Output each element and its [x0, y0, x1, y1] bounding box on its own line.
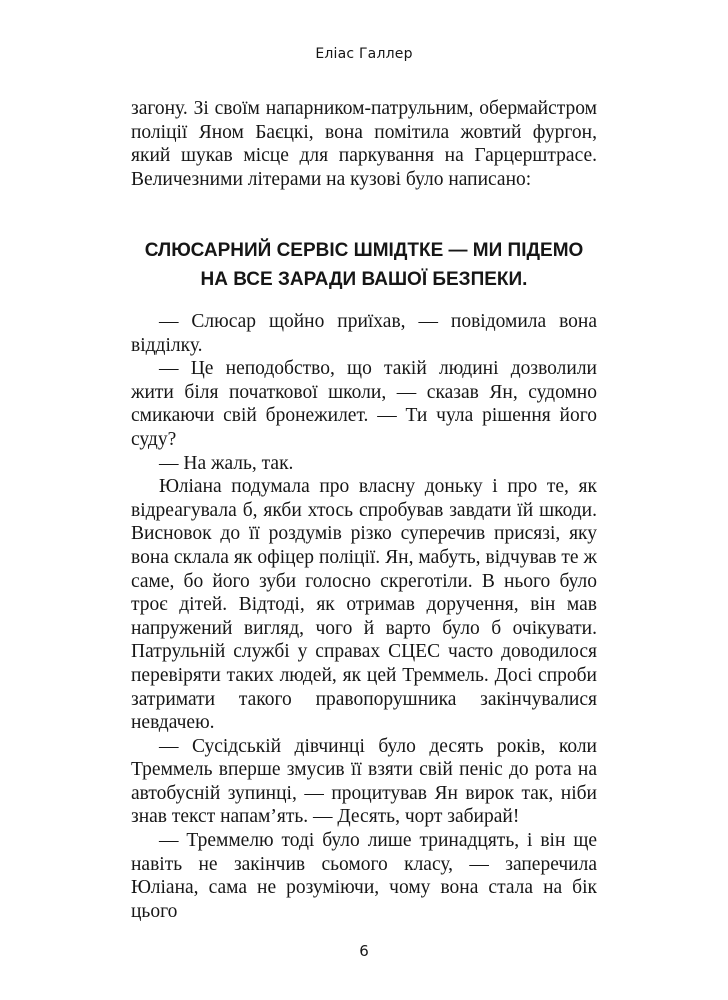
paragraph: — Слюсар щойно приїхав, — повідомила вона відділку. [131, 311, 597, 356]
sign-line: НА ВСЕ ЗАРАДИ ВАШОЇ БЕЗПЕКИ. [200, 269, 528, 290]
opening-text [131, 97, 597, 191]
paragraph: — Це неподобство, що такій людині дозволили жити біля початкової школи, — сказав Ян, судомно смикаючи свій бронежилет. — Ти чула рішення його суду? [131, 358, 597, 450]
paragraph: Юліана подумала про власну доньку і про те, як відреагувала б, якби хтось спробував завдати їй шкоди. Висновок до її роздумів різко суперечив присязі, яку вона склала як офіцер поліції. Ян, мабуть, відчував те ж саме, бо його зуби голосно скреготіли. В нього було троє дітей. Відтоді, як отримав доручення, він мав напружений вигляд, чого й варто було б очікувати. Патрульній службі у справах СЦЕС часто доводилося перевіряти таких людей, як цей Треммель. Досі спроби затримати такого правопорушника закінчувалися невдачею. [131, 476, 597, 734]
paragraph: — Треммелю тоді було лише тринадцять, і він ще навіть не закінчив сьомого класу, — заперечила Юліана, сама не розуміючи, чому вона стала на бік цього [131, 830, 597, 922]
running-head: Еліас Галлер [315, 46, 413, 62]
paragraph: — Сусідській дівчинці було десять років, коли Треммель вперше змусив її взяти свій пеніс до рота на автобусній зупинці, — процитував Ян вирок так, ніби знав текст напам’ять. — Десять, чорт забирай! [131, 735, 597, 828]
van-sign-text [131, 236, 597, 294]
paragraph: загону. Зі своїм напарником-патрульним, обермайстром поліції Яном Баєцкі, вона помітила жовтий фургон, який шукав місце для паркування на Гарцерштрасе. Величезними літерами на кузові було написано: [131, 98, 597, 190]
sign-line: СЛЮСАРНИЙ СЕРВІС ШМІДТКЕ — МИ ПІДЕМО [144, 240, 584, 261]
page-number: 6 [359, 942, 369, 960]
paragraph: — На жаль, так. [159, 452, 294, 474]
main-text [131, 310, 597, 923]
